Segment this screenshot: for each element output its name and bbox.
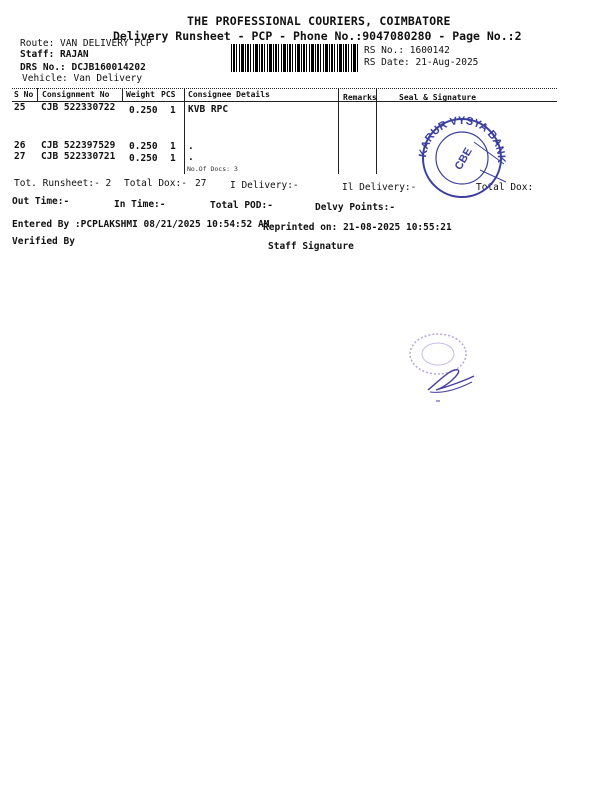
header-sno: S No [14,90,34,99]
drs-number: DRS No.: DCJB160014202 [20,62,146,73]
staff-signature: Staff Signature [268,241,354,252]
table-row-weight: 0.250 [129,153,158,164]
table-row-consignee: KVB RPC [188,104,229,115]
out-time: Out Time:- [12,196,70,207]
col-divider [122,88,123,101]
bank-seal-stamp [412,112,512,198]
table-row-consignee: . [188,141,194,152]
vehicle-label: Vehicle: Van Delivery [22,73,143,84]
entered-by: Entered By :PCPLAKSHMI 08/21/2025 10:54:52 AM [12,219,270,230]
total-pod: Total POD:- [210,200,273,211]
table-row-weight: 0.250 [129,105,158,116]
table-row-pcs: 1 [170,105,176,116]
signature-scribble [422,360,478,404]
delvy-points: Delvy Points:- [315,202,396,213]
table-top-rule [12,88,557,89]
header-pcs: PCS [161,90,176,99]
table-row-sno: 27 [14,151,26,162]
table-row-pcs: 1 [170,153,176,164]
company-title: THE PROFESSIONAL COURIERS, COIMBATORE [187,14,451,28]
total-dox-right: Total Dox: [476,182,534,193]
header-consignee: Consignee Details [188,90,270,99]
stamp-bank-name: KARUR VYSYA BANK [416,114,508,164]
no-of-docs: No.Of Docs: 3 [187,165,238,173]
table-row-weight: 0.250 [129,141,158,152]
col-divider [184,88,185,174]
col-divider [37,88,38,101]
header-weight: Weight [126,90,155,99]
staff-label: Staff: RAJAN [20,49,89,60]
col-divider [338,88,339,174]
header-seal-signature: Seal & Signature [399,93,477,102]
route-label: Route: VAN DELIVERY PCP [20,38,152,49]
tot-runsheet: Tot. Runsheet:- 2 [14,178,112,189]
table-row-pcs: 1 [170,141,176,152]
header-remarks: Remarks [343,93,377,102]
table-row-sno: 26 [14,140,26,151]
total-dox-label: Total Dox:- [124,178,187,189]
verified-by: Verified By [12,236,75,247]
table-row-consignee: . [188,152,194,163]
table-row-consignment: CJB 522330722 [41,102,116,113]
table-row-sno: 25 [14,102,26,113]
barcode [231,44,359,72]
reprinted-on: Reprinted on: 21-08-2025 10:55:21 [263,222,452,233]
delivery-label: I Delivery:- [230,180,299,191]
runsheet-title: Delivery Runsheet - PCP - Phone No.:9047080280 - Page No.:2 [113,29,522,43]
rs-date: RS Date: 21-Aug-2025 [364,57,479,68]
stamp-center-text: CBE [452,145,475,173]
total-dox-value: 27 [195,178,207,189]
table-row-consignment: CJB 522397529 [41,140,116,151]
table-row-consignment: CJB 522330721 [41,151,116,162]
header-consignment: Consignment No [42,90,110,99]
rs-number: RS No.: 1600142 [364,45,450,56]
in-time: In Time:- [114,199,166,210]
undelivery-label: Il Delivery:- [342,182,417,193]
